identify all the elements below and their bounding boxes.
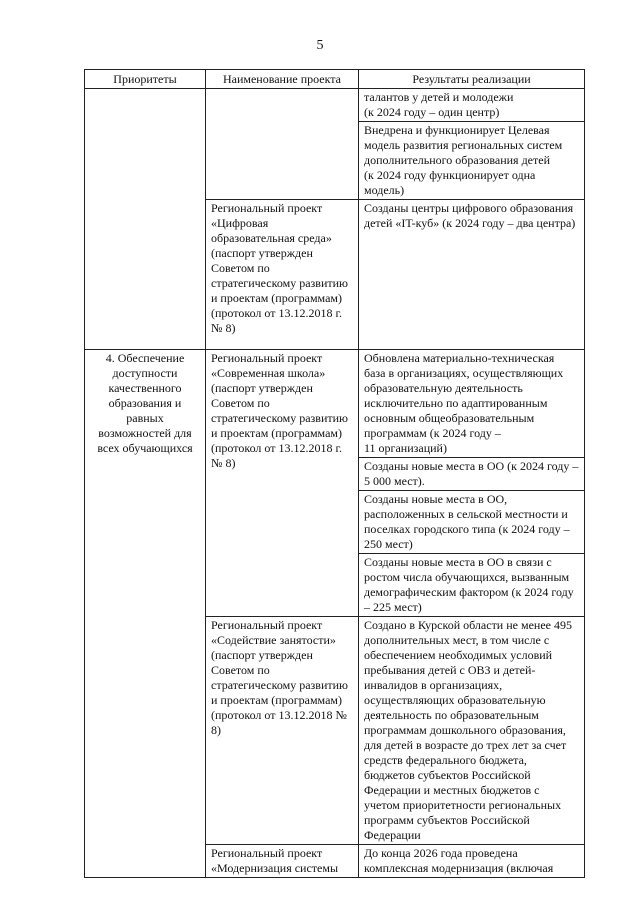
result-cell xyxy=(359,200,585,350)
page-number: 5 xyxy=(316,38,324,53)
header-results: Результаты реализации xyxy=(359,70,585,89)
result-cell xyxy=(359,491,585,554)
result-cell xyxy=(359,89,585,122)
result-text: Созданы новые места в ОО, расположенных в сельской местности и поселках городского типа (к 2024 году – 250 мест) xyxy=(364,492,570,551)
table-row xyxy=(85,350,585,458)
project-cell-modernization xyxy=(206,845,359,878)
result-text: Созданы новые места в ОО (к 2024 году – 5 000 мест). xyxy=(364,459,579,488)
result-cell xyxy=(359,617,585,845)
priorities-table xyxy=(84,69,585,878)
priority-text: 4. Обеспечение доступности качественного образования и равных возможностей для всех обучающихся xyxy=(97,351,193,455)
result-cell xyxy=(359,554,585,617)
result-text: До конца 2026 года проведена комплексная модернизация (включая xyxy=(364,846,554,875)
header-project-name: Наименование проекта xyxy=(206,70,359,89)
result-cell xyxy=(359,122,585,200)
result-text: Обновлена материально-техническая база в организациях, осуществляющих образовательную деятельность исключительно по адаптированным основным общеобразовательным программам (к 2024 году – 11 организаций) xyxy=(364,351,564,455)
result-text: Созданы центры цифрового образования детей «IT-куб» (к 2024 году – два центра) xyxy=(364,201,576,230)
project-cell-employment xyxy=(206,617,359,845)
table-row xyxy=(85,89,585,122)
result-text: Внедрена и функционирует Целевая модель развития региональных систем дополнительного образования детей (к 2024 году функционирует одна модель) xyxy=(364,123,563,197)
project-cell-digital xyxy=(206,200,359,350)
project-cell-continued xyxy=(206,89,359,200)
project-cell-modern-school xyxy=(206,350,359,617)
result-cell xyxy=(359,845,585,878)
result-text: Создано в Курской области не менее 495 дополнительных мест, в том числе с обеспечением необходимых условий пребывания детей с ОВЗ и детей- инвалидов в организациях, осуществляющих образовательную деятельность по образовательным программам дошкольного образования, для детей в возрасте до трех лет за счет средств федерального бюджета, бюджетов субъектов Российской Федерации и местных бюджетов с учетом приоритетности региональных программ субъектов Российской Федерации xyxy=(364,618,572,842)
table-header-row xyxy=(85,70,585,89)
project-text: Региональный проект «Современная школа» (паспорт утвержден Советом по стратегическому развитию и проектам (программам) (протокол от 13.12.2018 г. № 8) xyxy=(211,351,349,470)
project-text: Региональный проект «Модернизация системы xyxy=(211,846,339,875)
priority-cell-4 xyxy=(85,350,206,878)
result-text: талантов у детей и молодежи (к 2024 году – один центр) xyxy=(364,90,514,119)
priority-cell-continued xyxy=(85,89,206,350)
result-cell xyxy=(359,458,585,491)
project-text: Региональный проект «Содействие занятости» (паспорт утвержден Советом по стратегическому развитию и проектам (программам) (протокол от 13.12.2018 № 8) xyxy=(211,618,349,737)
project-text: Региональный проект «Цифровая образовательная среда» (паспорт утвержден Советом по стратегическому развитию и проектам (программам) (протокол от 13.12.2018 г. № 8) xyxy=(211,201,349,335)
result-text: Созданы новые места в ОО в связи с ростом числа обучающихся, вызванным демографическим фактором (к 2024 году – 225 мест) xyxy=(364,555,574,614)
result-cell xyxy=(359,350,585,458)
header-priorities: Приоритеты xyxy=(85,70,206,89)
